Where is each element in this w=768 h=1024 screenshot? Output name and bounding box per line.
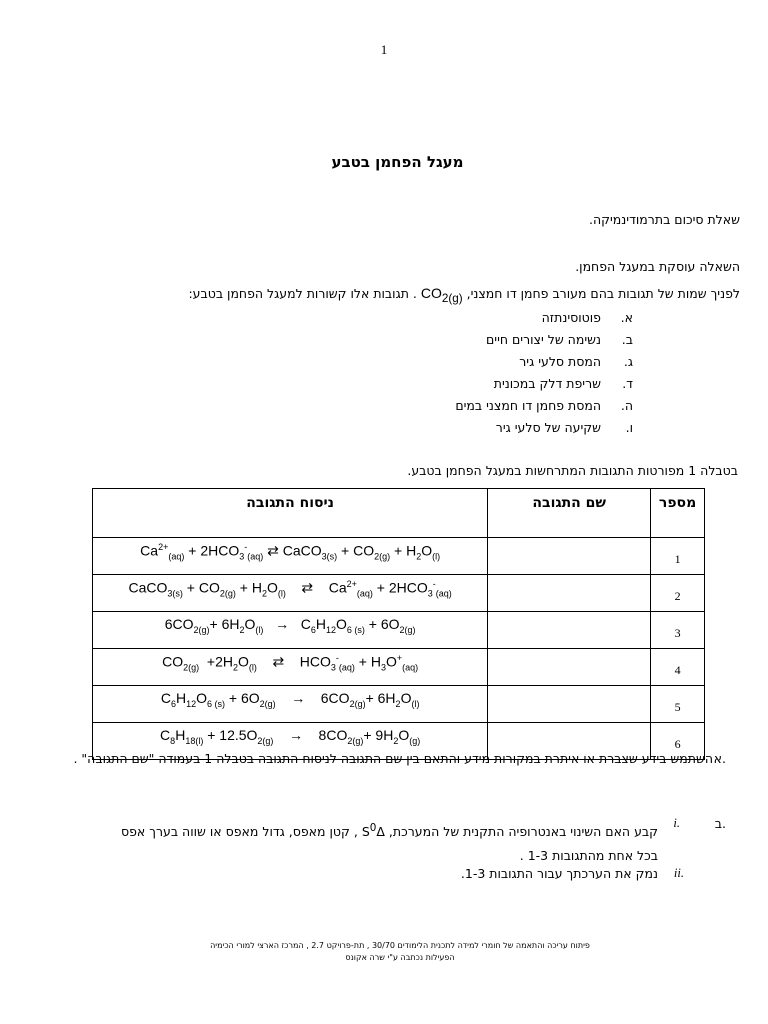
reaction-name-cell[interactable] <box>488 612 651 649</box>
reaction-equation: CaCO$_{3(s)}$ + $CO_{2(g)} + H_2O_{(l)}$ ⇄ $Ca^{2+}_{(aq)} + 2HCO_3^-_{(aq)}$ <box>93 575 488 612</box>
header-number: מספר <box>651 489 705 538</box>
question-a-text: השתמש בידע שצברת או איתרת במקורות מידע והתאם בין שם התגובה לניסוח התגובה בטבלה 1 בעמודה "שם התגובה" . <box>73 751 713 766</box>
reaction-names-list <box>455 307 633 439</box>
list-item <box>455 417 633 439</box>
row-number: 3 <box>651 612 705 649</box>
row-number: 5 <box>651 686 705 723</box>
list-item-letter: ה. <box>620 398 633 413</box>
co2-formula: $CO_{2(g)}$ <box>420 285 463 305</box>
row-number: 4 <box>651 649 705 686</box>
intro-line-3 <box>188 285 740 305</box>
row-number: 1 <box>651 538 705 575</box>
table-row <box>93 649 705 686</box>
list-item-letter: ג. <box>623 354 633 369</box>
intro-line-2: השאלה עוסקת במעגל הפחמן. <box>575 259 740 274</box>
intro-line-3-end: . תגובות אלו קשורות למעגל הפחמן בטבע: <box>188 286 417 301</box>
list-item-letter: ב. <box>621 332 633 347</box>
question-a-letter: א. <box>713 751 726 766</box>
list-item-text: שקיעה של סלעי גיר <box>495 420 601 435</box>
reaction-name-cell[interactable] <box>488 686 651 723</box>
list-item <box>455 307 633 329</box>
question-b-ii-label: ii. <box>673 866 684 880</box>
footer-line-1: פיתוח עריכה והתאמה של חומרי למידה לתכנית הלימודים 30/70 , תת-פרויקט 2.7 , המרכז הארצי למורי הכימיה <box>210 941 590 950</box>
reaction-name-cell[interactable] <box>488 538 651 575</box>
reaction-equation: $Ca^{2+}_{(aq)} + 2HCO_3^-_{(aq)}$ ⇄ CaCO$_{3(s)}$ + $CO_{2(g)} + H_2O_{(l)}$ <box>93 538 488 575</box>
list-item <box>455 395 633 417</box>
reactions-table <box>92 488 705 760</box>
list-item-letter: ד. <box>622 376 633 391</box>
page-title: מעגל הפחמן בטבע <box>331 153 464 171</box>
list-item-text: שריפת דלק במכונית <box>493 376 601 391</box>
list-item <box>455 373 633 395</box>
intro-line-3-start: לפניך שמות של תגובות בהם מעורב פחמן דו חמצני, <box>466 286 740 301</box>
reaction-equation: $C_8H_{18(l)} + 12.5O_{2(g)}$ → $8CO_{2(g)}+ 9H_2O_{(g)}$ <box>93 723 488 760</box>
intro-line-1: שאלת סיכום בתרמודינמיקה. <box>588 212 740 227</box>
table-row <box>93 538 705 575</box>
footer-line-2: הפעילות נכתבה ע"י שרה אקונס <box>345 953 455 962</box>
table-header-row <box>93 489 705 538</box>
list-item-text: פוטוסינתזה <box>541 310 601 325</box>
reaction-equation: $6CO_{2(g)}+ 6H_2O_{(l)} \to C_6H_{12}O_{6 (s)} + 6O_{2(g)}$ <box>93 612 488 649</box>
list-item-text: המסת פחמן דו חמצני במים <box>455 398 601 413</box>
question-b-i-label: i. <box>673 816 680 830</box>
reaction-name-cell[interactable] <box>488 575 651 612</box>
list-item-letter: א. <box>620 310 633 325</box>
question-b-ii-text: נמק את הערכתך עבור התגובות 1-3. <box>460 866 658 881</box>
list-item <box>455 351 633 373</box>
question-b-i-text: קבע האם השינוי באנטרופיה התקנית של המערכת, $S^0\Delta$ , קטן מאפס, גדול מאפס או שווה בערך אפס בכל אחת מהתגובות 1-3 . <box>121 822 658 864</box>
list-item <box>455 329 633 351</box>
row-number: 6 <box>651 723 705 760</box>
reaction-name-cell[interactable] <box>488 649 651 686</box>
reaction-equation: $C_6H_{12}O_{6 (s)} + 6O_{2(g)}$ → $6CO_{2(g)}+ 6H_2O_{(l)}$ <box>93 686 488 723</box>
header-reaction-equation: ניסוח התגובה <box>93 489 488 538</box>
header-reaction-name: שם התגובה <box>488 489 651 538</box>
list-item-text: המסת סלעי גיר <box>519 354 601 369</box>
question-b-letter: ב. <box>714 816 726 831</box>
table-row <box>93 575 705 612</box>
list-item-letter: ו. <box>625 420 633 435</box>
list-item-text: נשימה של יצורים חיים <box>485 332 601 347</box>
reaction-equation: $CO_{2(g)} +2H_2O_{(l)}$ ⇄ $HCO_3^-_{(aq)} + H_3O^+_{(aq)}$ <box>93 649 488 686</box>
page-number: 1 <box>380 42 388 57</box>
table-row <box>93 612 705 649</box>
row-number: 2 <box>651 575 705 612</box>
page-footer <box>0 940 768 964</box>
table-caption: בטבלה 1 מפורטות התגובות המתרחשות במעגל הפחמן בטבע. <box>407 463 738 478</box>
table-row <box>93 686 705 723</box>
